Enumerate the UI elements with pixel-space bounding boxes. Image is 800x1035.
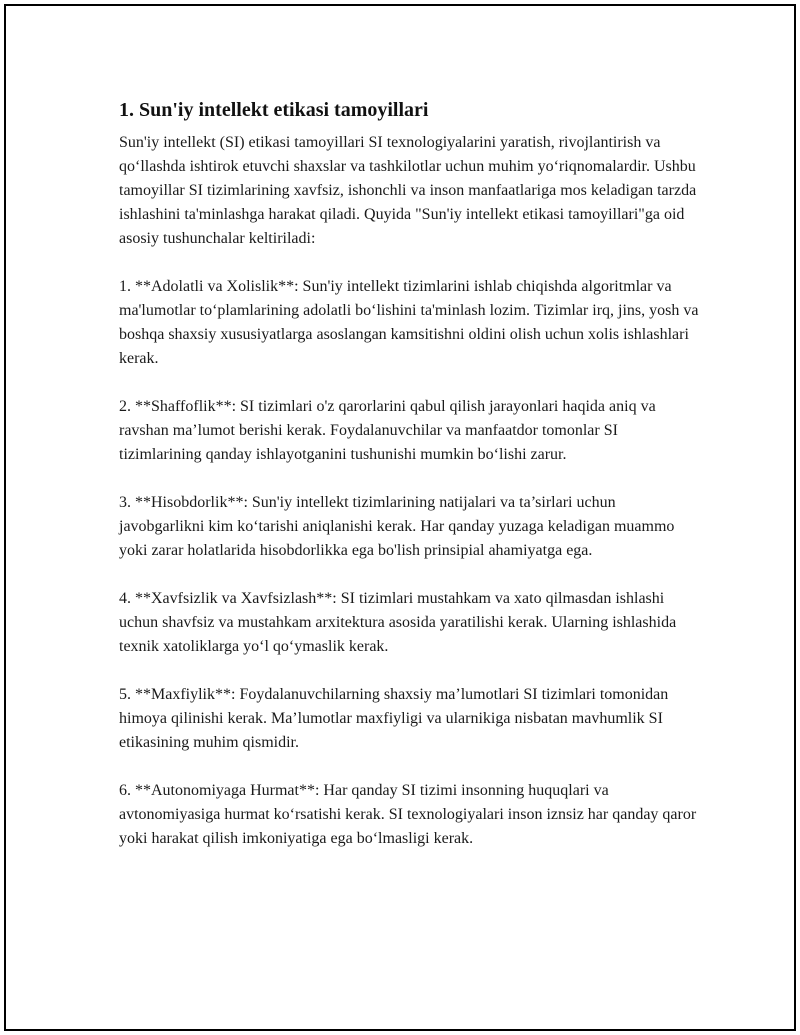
document-body — [119, 96, 699, 875]
intro-paragraph: Sun'iy intellekt (SI) etikasi tamoyillari SI texnologiyalarini yaratish, rivojlantirish va qo‘llashda ishtirok etuvchi shaxslar va tashkilotlar uchun muhim yo‘riqnomalardir. Ushbu tamoyillar SI tizimlarining xavfsiz, ishonchli va inson manfaatlariga mos keladigan tarzda ishlashini ta'minlashga harakat qiladi. Quyida "Sun'iy intellekt etikasi tamoyillari"ga oid asosiy tushunchalar keltiriladi: — [119, 134, 697, 247]
principle-privacy: 5. **Maxfiylik**: Foydalanuvchilarning shaxsiy ma’lumotlari SI tizimlari tomonidan himoya qilinishi kerak. Ma’lumotlar maxfiyligi va ularnikiga nisbatan mavhumlik SI etikasining muhim qismidir. — [119, 686, 669, 751]
principle-fairness: 1. **Adolatli va Xolislik**: Sun'iy intellekt tizimlarini ishlab chiqishda algoritmlar va ma'lumotlar to‘plamlarining adolatli bo‘lishini ta'minlash lozim. Tizimlar irq, jins, yosh va boshqa shaxsiy xususiyatlarga asoslangan kamsitishni oldini olish uchun xolis ishlashlari kerak. — [119, 278, 699, 367]
principle-transparency: 2. **Shaffoflik**: SI tizimlari o'z qarorlarini qabul qilish jarayonlari haqida aniq va ravshan ma’lumot berishi kerak. Foydalanuvchilar va manfaatdor tomonlar SI tizimlarining qanday ishlayotganini tushunishi mumkin bo‘lishi zarur. — [119, 398, 656, 463]
document-page — [4, 4, 796, 1031]
principle-accountability: 3. **Hisobdorlik**: Sun'iy intellekt tizimlarining natijalari va ta’sirlari uchun javobgarlikni kim ko‘tarishi aniqlanishi kerak. Har qanday yuzaga keladigan muammo yoki zarar holatlarida hisobdorlikka ega bo'lish prinsipial ahamiyatga ega. — [119, 494, 675, 559]
principle-autonomy: 6. **Autonomiyaga Hurmat**: Har qanday SI tizimi insonning huquqlari va avtonomiyasiga hurmat ko‘rsatishi kerak. SI texnologiyalari inson iznsiz har qanday qaror yoki harakat qilish imkoniyatiga ega bo‘lmasligi kerak. — [119, 782, 697, 847]
principle-safety: 4. **Xavfsizlik va Xavfsizlash**: SI tizimlari mustahkam va xato qilmasdan ishlashi uchun shavfsiz va mustahkam arxitektura asosida yaratilishi kerak. Ularning ishlashida texnik xatoliklarga yo‘l qo‘ymaslik kerak. — [119, 590, 677, 655]
page-title: 1. Sun'iy intellekt etikasi tamoyillari — [119, 99, 429, 121]
